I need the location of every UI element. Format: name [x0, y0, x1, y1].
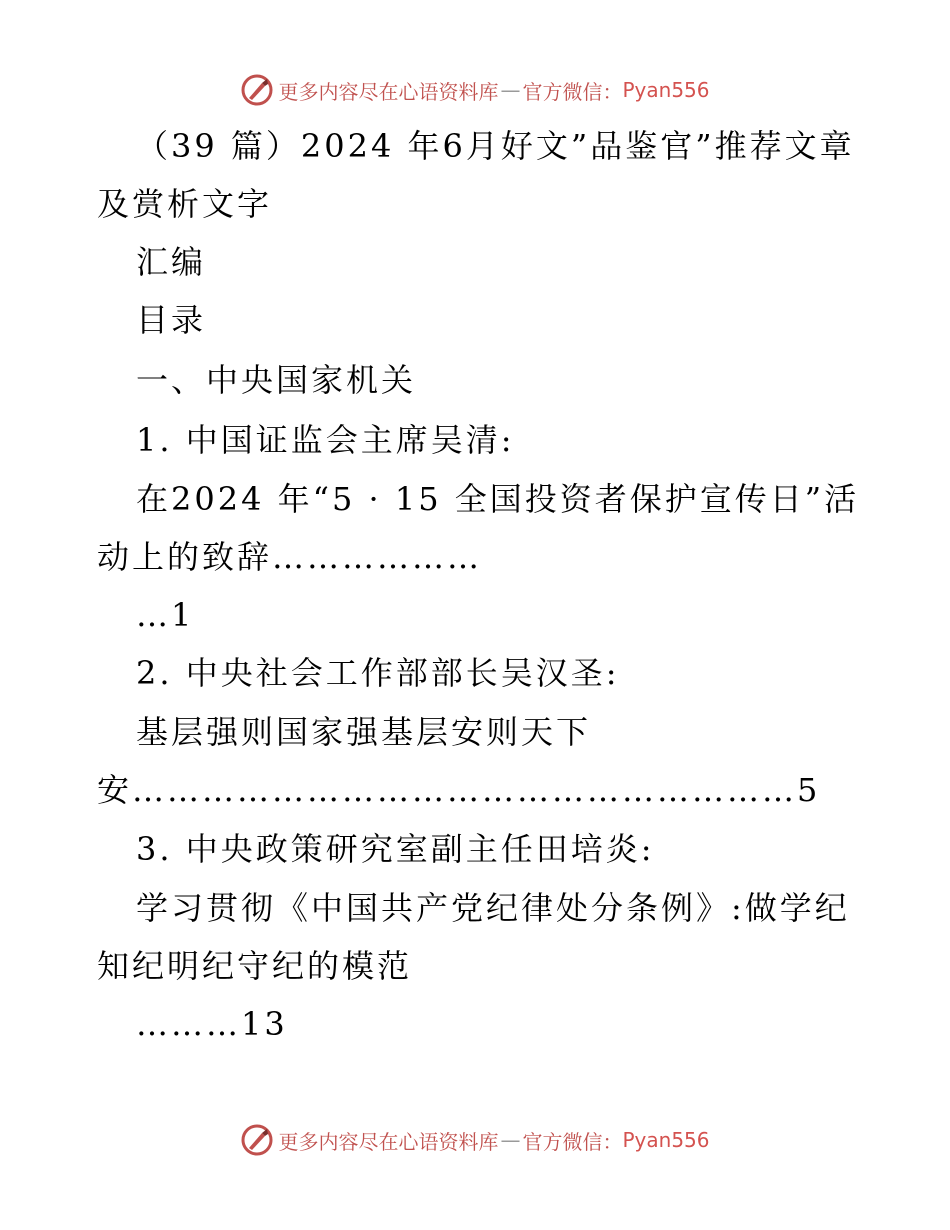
toc-item-2-heading: 2. 中央社会工作部部长吴汉圣:: [136, 654, 620, 692]
toc-item-1-heading: 1. 中国证监会主席吴清:: [136, 421, 515, 459]
watermark-footer: [0, 1120, 950, 1160]
doc-title-line-1: （39 篇）2024 年6月好文”品鉴官”推荐文章: [136, 127, 855, 165]
watermark-wechat-id: Pyan556: [622, 1128, 710, 1152]
watermark-text: 更多内容尽在心语资料库: [278, 1129, 499, 1154]
toc-item-2-title-line-2: 安…………………………………………………5: [97, 771, 821, 809]
doc-title-line-3: 汇编: [136, 243, 207, 281]
toc-item-1-title-line-1: 在2024 年“5 · 15 全国投资者保护宣传日”活: [136, 480, 860, 518]
watermark-header: [0, 70, 950, 110]
toc-item-1-page: …1: [136, 596, 195, 634]
toc-item-2-title-line-1: 基层强则国家强基层安则天下: [136, 713, 592, 751]
watermark-text: 更多内容尽在心语资料库: [278, 79, 499, 104]
watermark-wechat-id: Pyan556: [622, 78, 710, 102]
pen-nib-logo-icon: [240, 73, 274, 107]
section-heading-1: 一、中央国家机关: [136, 361, 417, 399]
toc-item-3-title-line-1: 学习贯彻《中国共产党纪律处分条例》:做学纪: [136, 889, 850, 927]
toc-item-3-title-line-2: 知纪明纪守纪的模范: [97, 947, 413, 985]
watermark-wechat-label: 官方微信：: [522, 79, 623, 104]
toc-item-3-page: ………13: [136, 1005, 288, 1043]
watermark-dash: —: [500, 1128, 521, 1152]
toc-heading: 目录: [136, 301, 207, 339]
toc-item-3-heading: 3. 中央政策研究室副主任田培炎:: [136, 830, 655, 868]
doc-title-line-2: 及赏析文字: [97, 185, 273, 223]
pen-nib-logo-icon: [240, 1123, 274, 1157]
toc-item-1-title-line-2: 动上的致辞………………: [97, 538, 483, 576]
watermark-dash: —: [500, 78, 521, 102]
watermark-wechat-label: 官方微信：: [522, 1129, 623, 1154]
